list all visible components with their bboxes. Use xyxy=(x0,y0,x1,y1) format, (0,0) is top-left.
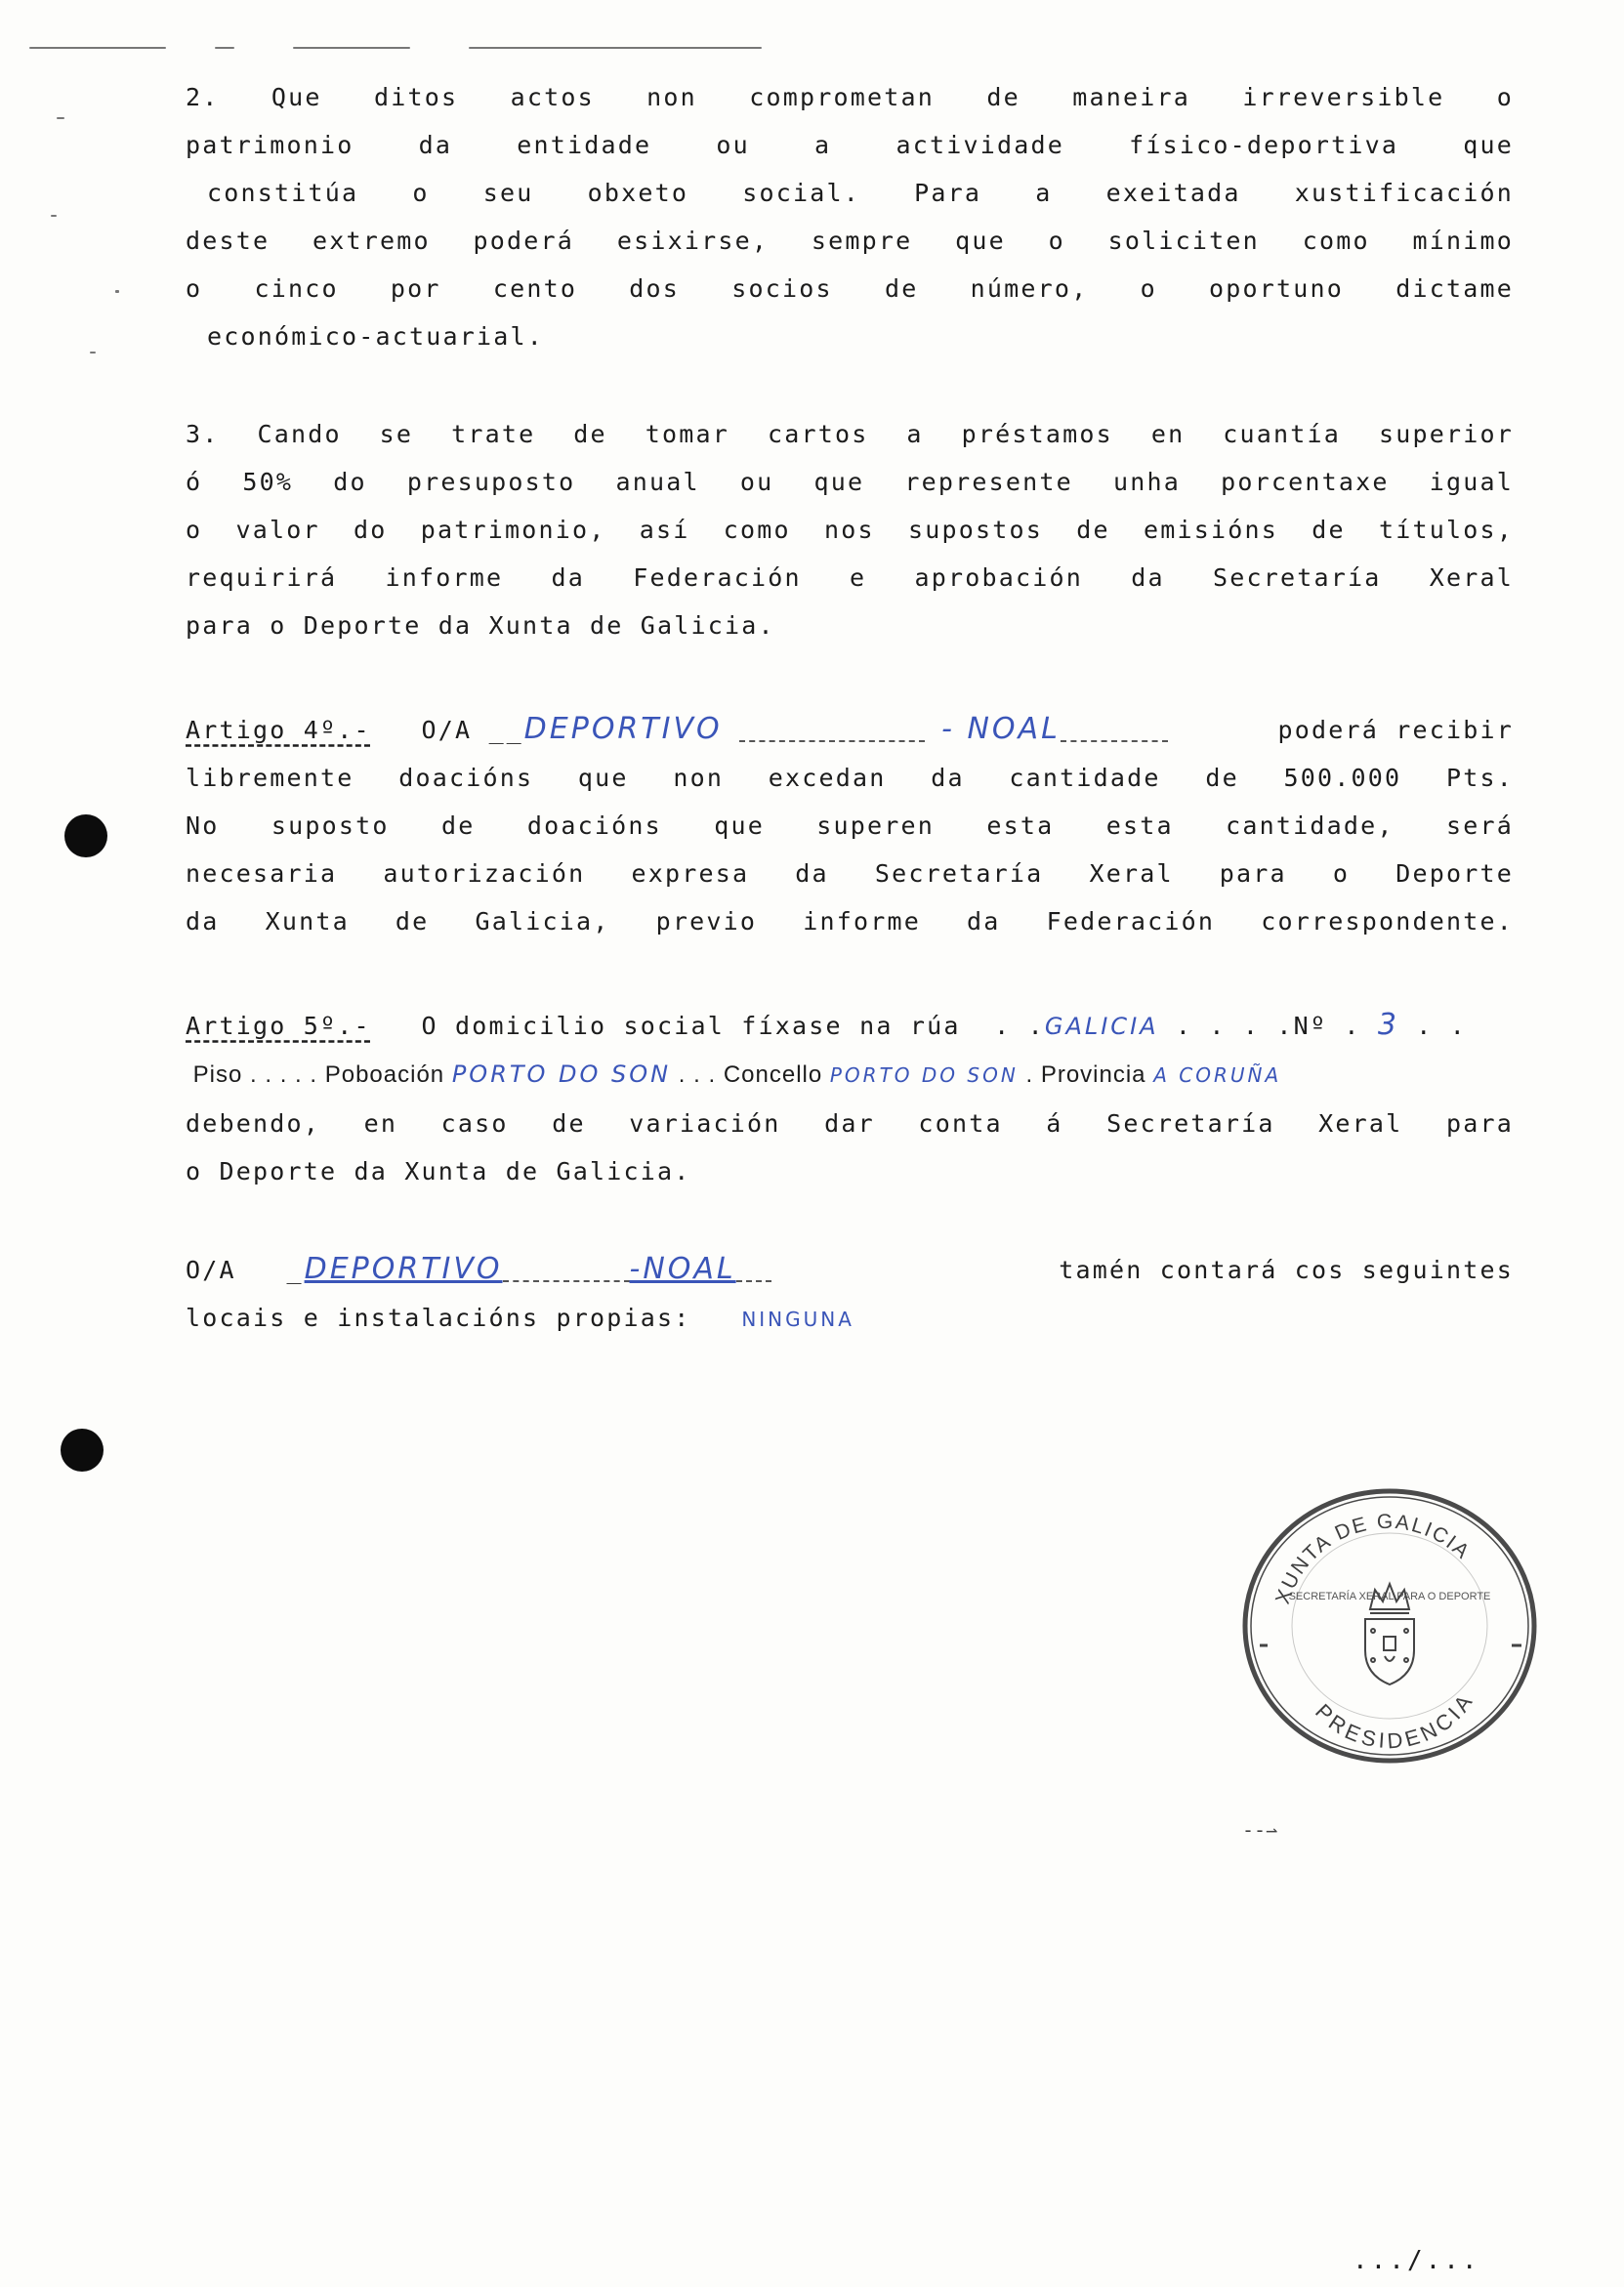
seal-middle-text: SECRETARÍA XERAL PARA O DEPORTE xyxy=(1288,1591,1491,1602)
artigo-5-intro: O domicilio social fíxase na rúa xyxy=(421,1012,961,1040)
seal-graphic xyxy=(1238,1484,1541,1767)
number-handwritten: 3 xyxy=(1377,1008,1399,1042)
seal-top-text: XUNTA DE GALICIA xyxy=(1270,1510,1476,1607)
paragraph-line: libremente doacións que non excedan da cantidade de 500.000 Pts. xyxy=(186,764,1514,792)
provincia-label: Provincia xyxy=(1040,1061,1146,1088)
paragraph-line: o valor do patrimonio, así como nos supostos de emisións de títulos, xyxy=(186,516,1514,544)
paragraph-line: da Xunta de Galicia, previo informe da Federación correspondente. xyxy=(186,907,1514,936)
concello-handwritten: PORTO DO SON xyxy=(829,1063,1019,1087)
paragraph-line: ó 50% do presuposto anual ou que represente unha porcentaxe igual xyxy=(186,468,1514,496)
artigo-5-heading: Artigo 5º.- xyxy=(186,1012,371,1040)
margin-speck xyxy=(51,215,57,217)
paragraph-line: 3. Cando se trate de tomar cartos a préstamos en cuantía superior xyxy=(186,420,1514,448)
continuation-marker: .../... xyxy=(1353,2246,1480,2275)
club-name-handwritten: DEPORTIVO xyxy=(523,712,723,746)
paragraph-line: No suposto de doacións que superen esta esta cantidade, será xyxy=(186,811,1514,840)
paragraph-line: requirirá informe da Federación e aprobación da Secretaría Xeral xyxy=(186,563,1514,592)
paragraph-line: debendo, en caso de variación dar conta á Secretaría Xeral para xyxy=(186,1109,1514,1138)
initial-mark: ‐‐⇀ xyxy=(1242,1818,1278,1842)
paragraph-line: o cinco por cento dos socios de número, o oportuno dictame xyxy=(186,274,1514,303)
coat-of-arms-icon xyxy=(1365,1619,1414,1684)
locais-label: locais e instalacións propias: xyxy=(186,1304,691,1332)
seal-bottom-text: PRESIDENCIA xyxy=(1311,1687,1479,1754)
locais-paragraph xyxy=(186,1245,1514,1344)
piso-label: Piso xyxy=(192,1061,243,1088)
locais-line-end: tamén contará cos seguintes xyxy=(1059,1256,1514,1284)
svg-text:PRESIDENCIA xyxy=(1311,1687,1478,1753)
club-name-handwritten-suffix: -NOAL xyxy=(629,1252,736,1286)
top-edge-marks xyxy=(29,47,771,50)
number-label: Nº xyxy=(1293,1012,1328,1040)
artigo-4-heading: Artigo 4º.- xyxy=(186,716,371,744)
locais-prefix: O/A xyxy=(186,1256,236,1284)
artigo-4-first-line: Artigo 4º.- O/A __DEPORTIVO - NOAL poderá recibir xyxy=(186,705,1514,754)
concello-label: Concello xyxy=(723,1061,823,1088)
artigo-4-line-end: poderá recibir xyxy=(1277,716,1514,744)
punch-hole xyxy=(61,1429,104,1472)
margin-speck xyxy=(90,352,96,353)
club-name-handwritten: DEPORTIVO xyxy=(304,1252,503,1286)
paragraph-line: o Deporte da Xunta de Galicia. xyxy=(186,1157,691,1185)
paragraph-line: deste extremo poderá esixirse, sempre que o soliciten como mínimo xyxy=(186,227,1514,255)
locais-first-line: O/A _DEPORTIVO -NOAL tamén contará cos seguintes xyxy=(186,1245,1514,1294)
punch-hole xyxy=(64,814,107,857)
locais-value-handwritten: NINGUNA xyxy=(741,1308,854,1331)
artigo-4-prefix: O/A xyxy=(421,716,473,744)
margin-speck xyxy=(57,117,64,119)
paragraph-2 xyxy=(186,73,1514,360)
paragraph-3 xyxy=(186,410,1514,649)
paragraph-line: necesaria autorización expresa da Secretaría Xeral para o Deporte xyxy=(186,859,1514,888)
provincia-handwritten: A CORUÑA xyxy=(1153,1063,1282,1087)
artigo-4 xyxy=(186,705,1514,945)
margin-speck xyxy=(115,290,119,293)
street-handwritten: GALICIA xyxy=(1044,1013,1159,1040)
poboacion-handwritten: PORTO DO SON xyxy=(451,1060,672,1088)
club-name-handwritten-suffix: - NOAL xyxy=(941,712,1061,746)
paragraph-line: económico-actuarial. xyxy=(207,322,545,351)
artigo-5 xyxy=(186,1001,1514,1195)
official-seal xyxy=(1238,1484,1541,1767)
paragraph-line: 2. Que ditos actos non comprometan de maneira irreversible o xyxy=(186,83,1514,111)
paragraph-line: constitúa o seu obxeto social. Para a exeitada xustificación xyxy=(207,179,1514,207)
locais-second-line xyxy=(186,1294,1514,1344)
paragraph-line: patrimonio da entidade ou a actividade físico-deportiva que xyxy=(186,131,1514,159)
paragraph-line: para o Deporte da Xunta de Galicia. xyxy=(186,611,775,640)
poboacion-label: Poboación xyxy=(324,1061,445,1088)
artigo-5-second-line: Piso . . . . . Poboación PORTO DO SON . . . Concello PORTO DO SON . Provincia A CORUÑA xyxy=(192,1060,1282,1088)
artigo-5-first-line: Artigo 5º.- O domicilio social fíxase na rúa . .GALICIA . . . .Nº . 3 . . xyxy=(186,1008,1467,1042)
